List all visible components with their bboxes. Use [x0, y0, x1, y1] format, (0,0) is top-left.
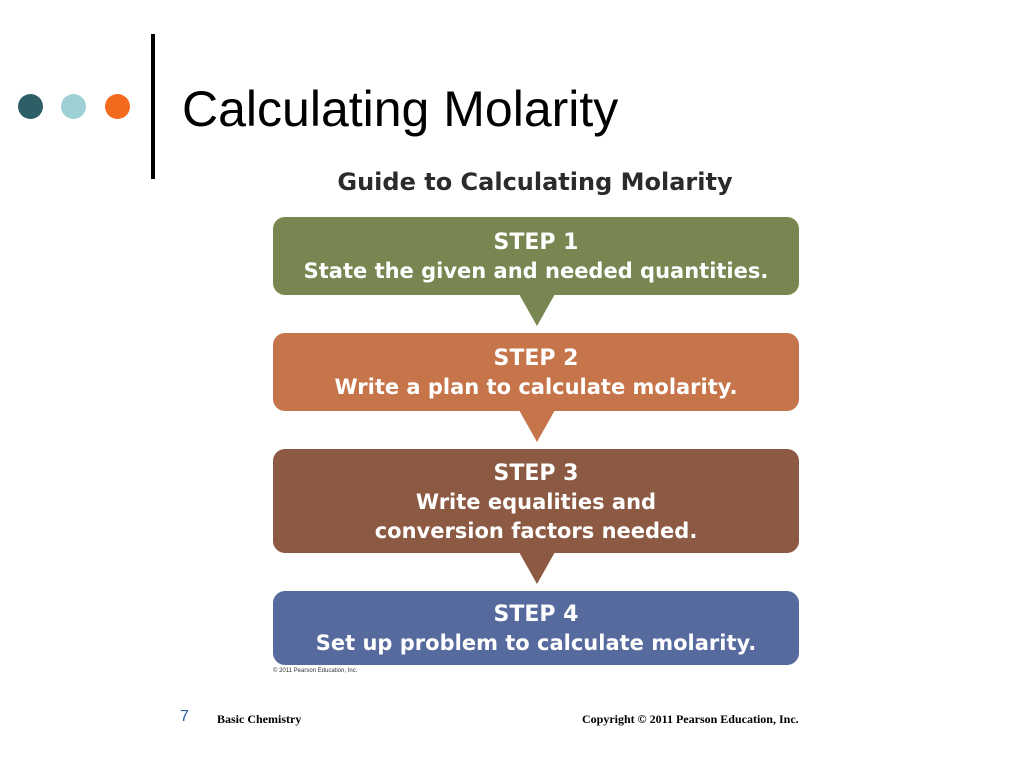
step-4-text: Set up problem to calculate molarity. — [315, 631, 757, 655]
step-3-label: STEP 3 — [493, 460, 579, 486]
slide-number: 7 — [180, 708, 189, 725]
step-2-down-arrow-icon — [519, 410, 555, 442]
footer-copyright: Copyright © 2011 Pearson Education, Inc. — [582, 712, 799, 726]
step-2-box — [273, 333, 799, 411]
guide-title: Guide to Calculating Molarity — [337, 168, 733, 196]
step-4-label: STEP 4 — [493, 602, 579, 627]
image-credit: © 2011 Pearson Education, Inc. — [273, 668, 358, 674]
step-2-text: Write a plan to calculate molarity. — [334, 375, 738, 399]
step-1-down-arrow-icon — [519, 294, 555, 326]
step-2-label: STEP 2 — [493, 346, 579, 371]
light-blue-dot — [61, 94, 86, 119]
step-3-text: Write equalities and conversion factors needed. — [374, 489, 698, 543]
step-3-box — [273, 449, 799, 553]
slide-title: Calculating Molarity — [182, 81, 619, 137]
dark-teal-dot — [18, 94, 43, 119]
step-1-box — [273, 217, 799, 295]
footer-course-name: Basic Chemistry — [217, 712, 302, 726]
step-3-down-arrow-icon — [519, 552, 555, 584]
step-1-text: State the given and needed quantities. — [303, 259, 769, 283]
step-1-label: STEP 1 — [493, 230, 579, 255]
step-4-box — [273, 591, 799, 665]
orange-dot — [105, 94, 130, 119]
title-divider-line — [151, 34, 155, 179]
